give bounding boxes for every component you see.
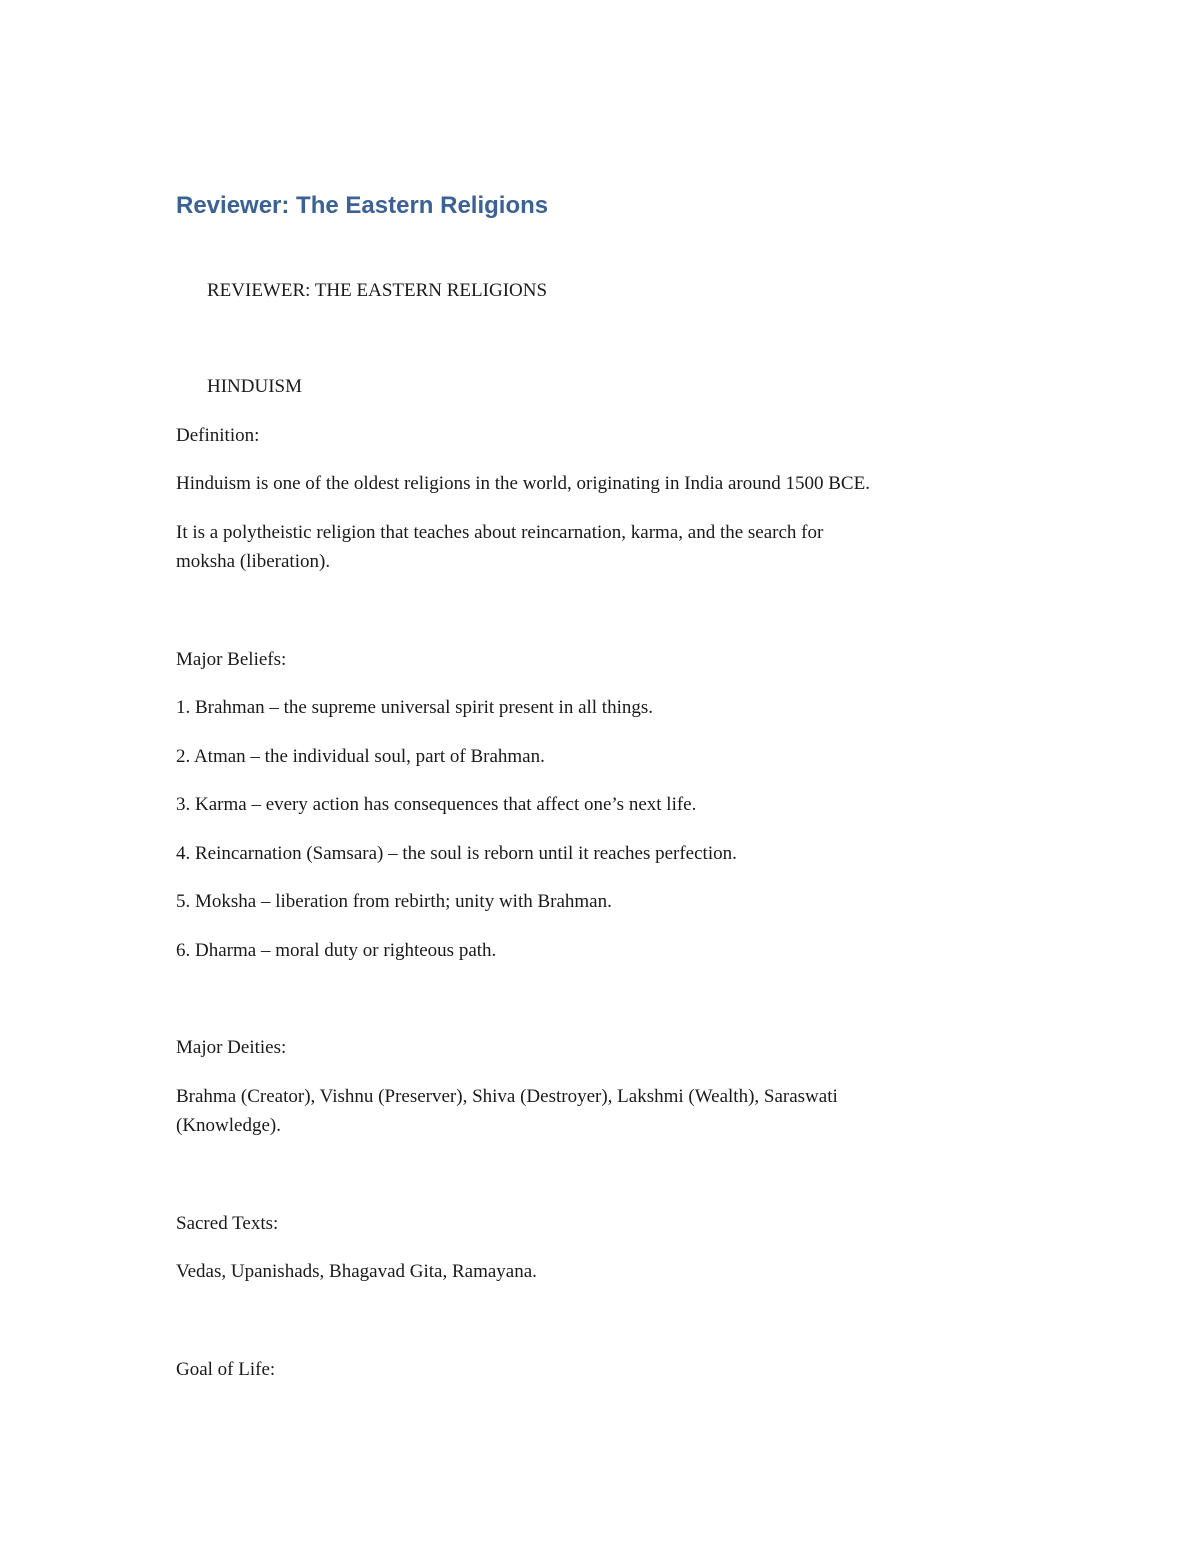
definition-paragraph-2-line-2: moksha (liberation). <box>176 551 331 572</box>
deities-label: Major Deities: <box>176 1037 287 1058</box>
definition-paragraph-2-line-1: It is a polytheistic religion that teaches about reincarnation, karma, and the search for <box>176 522 824 543</box>
subtitle: REVIEWER: THE EASTERN RELIGIONS <box>207 280 548 301</box>
belief-item: 4. Reincarnation (Samsara) – the soul is reborn until it reaches perfection. <box>176 843 737 864</box>
document-title: Reviewer: The Eastern Religions <box>176 192 549 219</box>
definition-paragraph-1: Hinduism is one of the oldest religions in the world, originating in India around 1500 BCE. <box>176 473 870 494</box>
sacred-texts-label: Sacred Texts: <box>176 1213 279 1234</box>
sacred-texts-value: Vedas, Upanishads, Bhagavad Gita, Ramayana. <box>176 1261 537 1282</box>
belief-item: 5. Moksha – liberation from rebirth; unity with Brahman. <box>176 891 612 912</box>
belief-item: 1. Brahman – the supreme universal spirit present in all things. <box>176 697 654 718</box>
belief-item: 3. Karma – every action has consequences that affect one’s next life. <box>176 794 697 815</box>
beliefs-label: Major Beliefs: <box>176 649 287 670</box>
deities-line-1: Brahma (Creator), Vishnu (Preserver), Shiva (Destroyer), Lakshmi (Wealth), Saraswati <box>176 1086 838 1107</box>
belief-item: 2. Atman – the individual soul, part of Brahman. <box>176 746 545 767</box>
belief-item: 6. Dharma – moral duty or righteous path. <box>176 940 497 961</box>
section-heading-hinduism: HINDUISM <box>207 376 302 397</box>
deities-line-2: (Knowledge). <box>176 1115 281 1136</box>
definition-label: Definition: <box>176 425 260 446</box>
goal-of-life-label: Goal of Life: <box>176 1359 276 1380</box>
